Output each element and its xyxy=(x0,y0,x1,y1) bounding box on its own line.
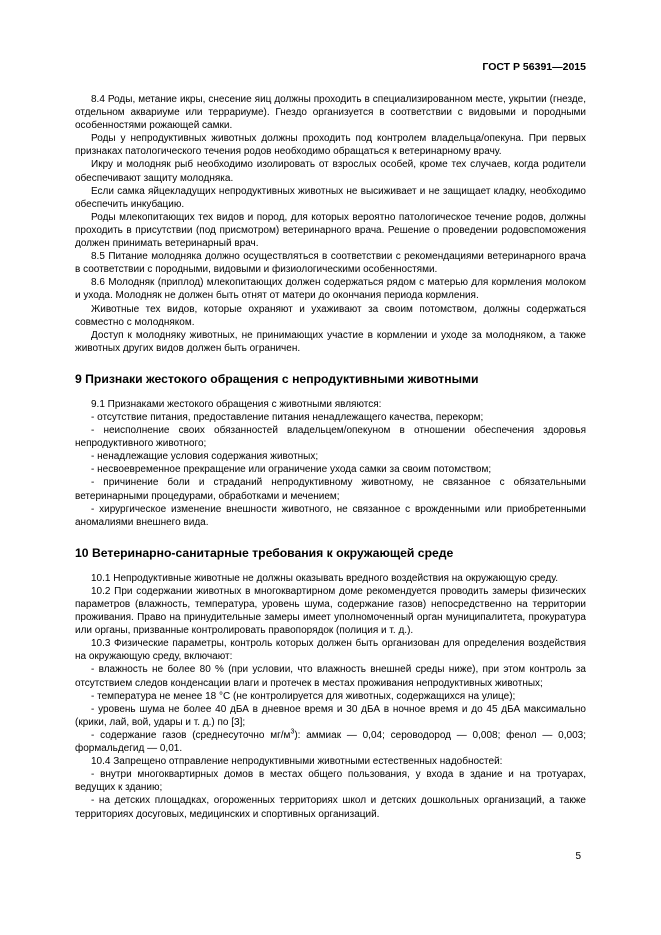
list-item: - хирургическое изменение внешности животного, не связанное с врожденными или приобретенными аномалиями внешнего вида. xyxy=(75,503,586,528)
list-item: - на детских площадках, огороженных территориях школ и детских дошкольных организаций, а также территориях досуговых, медицинских и спортивных организаций. xyxy=(75,795,586,820)
list-item: - несвоевременное прекращение или ограничение ухода самки за своим потомством; xyxy=(91,464,492,476)
paragraph: Если самка яйцекладущих непродуктивных животных не высиживает и не защищает кладку, необходимо обеспечить инкубацию. xyxy=(75,185,586,210)
paragraph: 9.1 Признаками жестокого обращения с животными являются: xyxy=(91,398,382,410)
list-item: - температура не менее 18 °С (не контролируется для животных, содержащихся на улице); xyxy=(91,690,516,702)
paragraph: 8.5 Питание молодняка должно осуществляться в соответствии с рекомендациями ветеринарного врача в соответствии с породными, видовыми и физиологическими особенностями. xyxy=(75,251,586,276)
paragraph: 10.1 Непродуктивные животные не должны оказывать вредного воздействия на окружающую среду. xyxy=(91,572,558,584)
page-number: 5 xyxy=(575,851,581,862)
document-number: ГОСТ Р 56391—2015 xyxy=(482,61,586,73)
list-item: - уровень шума не более 40 дБА в дневное время и 30 дБА в ночное время и до 45 дБА максимально (крики, лай, вой, удары и т. д.) по [3]; xyxy=(75,703,586,728)
list-item xyxy=(75,729,586,755)
paragraph: Роды млекопитающих тех видов и пород, для которых вероятно патологическое течение родов, должны проходить в присутствии (под присмотром) ветеринарного врача. Решение о проведении родовспоможения должен принимать ветеринарный врач. xyxy=(75,211,586,250)
list-item: - неисполнение своих обязанностей владельцем/опекуном в отношении обеспечения здоровья непродуктивного животного; xyxy=(75,425,586,450)
list-item: - внутри многоквартирных домов в местах общего пользования, у входа в здание и на тротуарах, ведущих к зданию; xyxy=(75,769,586,794)
list-item: - ненадлежащие условия содержания животных; xyxy=(91,451,319,463)
paragraph: Роды у непродуктивных животных должны проходить под контролем владельца/опекуна. При первых признаках патологического течения родов необходимо обращаться к ветеринарному врачу. xyxy=(75,133,586,158)
paragraph: 8.6 Молодняк (приплод) млекопитающих должен содержаться рядом с матерью для кормления молоком и ухода. Молодняк не должен быть отнят от матери до окончания периода кормления. xyxy=(75,277,586,302)
gas-text-prefix: - содержание газов (среднесуточно мг/м xyxy=(91,729,291,741)
paragraph: 8.4 Роды, метание икры, снесение яиц должны проходить в специализированном месте, укрытии (гнезде, отдельном аквариуме или террариуме). Гнездо организуется в соответствии с видовыми и породными особенностями рожающей самки. xyxy=(75,94,586,132)
list-item: - причинение боли и страданий непродуктивному животному, не связанное с обязательными ветеринарными процедурами, обработками и мечением; xyxy=(75,477,586,502)
document-body xyxy=(75,93,586,821)
paragraph: Животные тех видов, которые охраняют и ухаживают за своим потомством, должны содержаться совместно с молодняком. xyxy=(75,303,586,328)
paragraph: Доступ к молодняку животных, не принимающих участие в кормлении и уходе за молодняком, а также животных других видов должен быть ограничен. xyxy=(75,329,586,354)
list-item: - влажность не более 80 % (при условии, что влажность внешней среды ниже), при этом контроль за отсутствием следов конденсации влаги и протечек в местах проживания непродуктивных животных; xyxy=(75,664,586,689)
list-item: - отсутствие питания, предоставление питания ненадлежащего качества, перекорм; xyxy=(91,411,484,423)
superscript: 3 xyxy=(290,728,295,736)
section-heading: 10 Ветеринарно-санитарные требования к окружающей среде xyxy=(75,545,454,560)
paragraph: 10.3 Физические параметры, контроль которых должен быть организован для определения воздействия на окружающую среду, включают: xyxy=(75,638,586,663)
section-heading: 9 Признаки жестокого обращения с непродуктивными животными xyxy=(75,371,479,386)
paragraph: Икру и молодняк рыб необходимо изолировать от взрослых особей, кроме тех случаев, когда родители обеспечивают защиту молодняка. xyxy=(75,159,586,184)
gas-text-suffix: ): аммиак — 0,04; сероводород — 0,008; фенол — 0,003; формальдегид — 0,01. xyxy=(75,729,586,755)
paragraph: 10.2 При содержании животных в многоквартирном доме рекомендуется проводить замеры физических параметров (влажность, температура, уровень шума, содержание газов) непосредственно на территории проживания. Право на принудительные замеры имеет уполномоченный орган муниципалитета, прокуратура или органы, призванные контролировать правопорядок (полиция и т. д.). xyxy=(75,585,586,637)
paragraph: 10.4 Запрещено отправление непродуктивными животными естественных надобностей: xyxy=(91,756,503,768)
